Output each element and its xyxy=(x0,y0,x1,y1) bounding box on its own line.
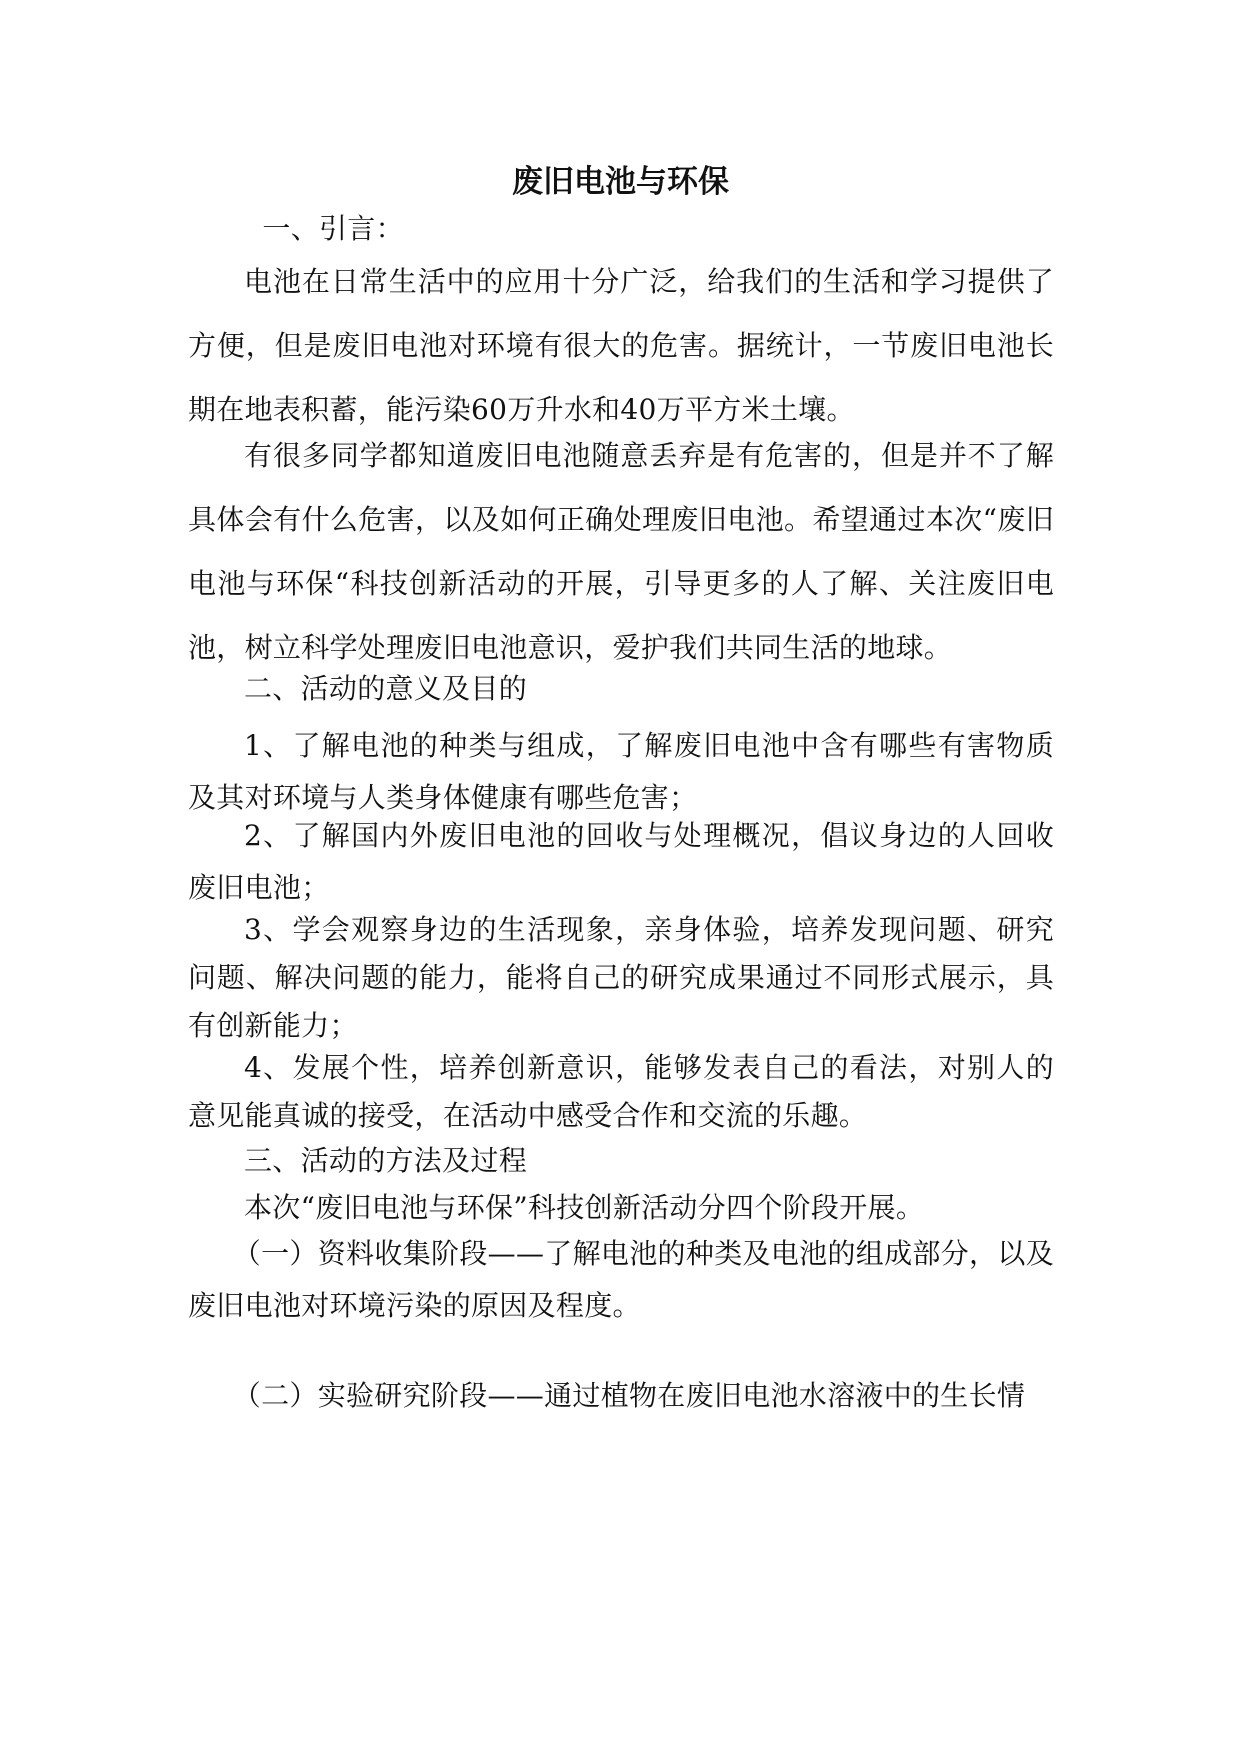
purpose-item-1: 1、了解电池的种类与组成，了解废旧电池中含有哪些有害物质及其对环境与人类身体健康有哪些危害； xyxy=(188,729,1054,814)
stage-1: （一）资料收集阶段——了解电池的种类及电池的组成部分，以及废旧电池对环境污染的原因及程度。 xyxy=(188,1237,1054,1322)
intro-heading: 一、引言： xyxy=(244,212,404,245)
purpose-heading: 二、活动的意义及目的 xyxy=(244,672,528,705)
purpose-item-2: 2、了解国内外废旧电池的回收与处理概况，倡议身边的人回收废旧电池； xyxy=(188,819,1054,904)
document-title: 废旧电池与环保 xyxy=(512,164,729,200)
stage-2: （二）实验研究阶段——通过植物在废旧电池水溶液中的生长情 xyxy=(232,1379,1026,1412)
method-heading: 三、活动的方法及过程 xyxy=(244,1144,528,1177)
purpose-item-4: 4、发展个性，培养创新意识，能够发表自己的看法，对别人的意见能真诚的接受，在活动中感受合作和交流的乐趣。 xyxy=(188,1051,1054,1132)
purpose-item-3: 3、学会观察身边的生活现象，亲身体验，培养发现问题、研究问题、解决问题的能力，能将自己的研究成果通过不同形式展示，具有创新能力； xyxy=(188,913,1054,1042)
intro-paragraph-2: 有很多同学都知道废旧电池随意丢弃是有危害的，但是并不了解具体会有什么危害，以及如何正确处理废旧电池。希望通过本次“废旧电池与环保“科技创新活动的开展，引导更多的人了解、关注废旧电池，树立科学处理废旧电池意识，爱护我们共同生活的地球。 xyxy=(188,439,1054,664)
method-intro: 本次“废旧电池与环保”科技创新活动分四个阶段开展。 xyxy=(244,1191,925,1224)
intro-paragraph-1: 电池在日常生活中的应用十分广泛，给我们的生活和学习提供了方便，但是废旧电池对环境有很大的危害。据统计，一节废旧电池长期在地表积蓄，能污染60万升水和40万平方米土壤。 xyxy=(188,265,1054,426)
